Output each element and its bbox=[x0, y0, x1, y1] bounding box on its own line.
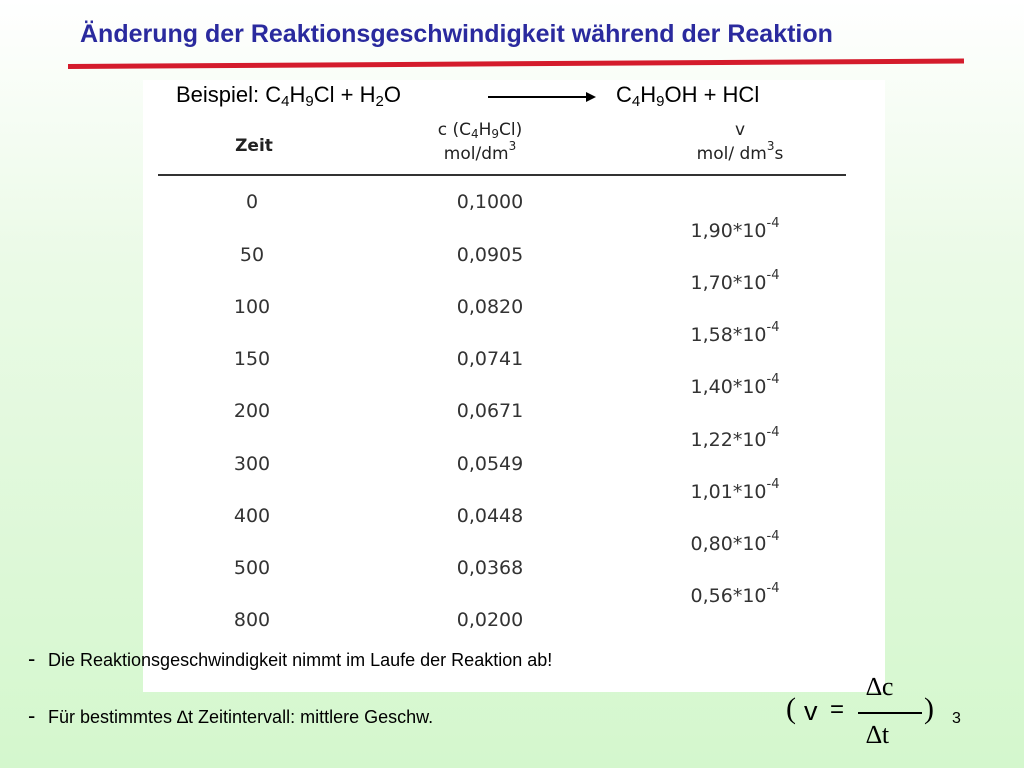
cell-zeit: 300 bbox=[233, 453, 271, 475]
column-header-concentration-label bbox=[400, 118, 560, 142]
reaction-equation bbox=[176, 78, 816, 114]
rate-exponent: -4 bbox=[766, 320, 780, 335]
header-sup: 3 bbox=[508, 139, 517, 153]
cell-rate bbox=[660, 529, 810, 556]
formula-close-paren: ) bbox=[924, 692, 934, 725]
rate-exponent: -4 bbox=[766, 268, 780, 283]
table-header-rule bbox=[158, 174, 846, 176]
rate-exponent: -4 bbox=[766, 216, 780, 231]
reaction-text: O bbox=[383, 82, 401, 107]
reaction-reactants bbox=[176, 82, 401, 108]
header-text: s bbox=[774, 144, 784, 164]
column-header-rate bbox=[660, 118, 820, 166]
reaction-text: OH + HCl bbox=[664, 82, 760, 107]
cell-concentration: 0,0200 bbox=[456, 609, 524, 631]
cell-rate bbox=[660, 477, 810, 504]
bullet-text: Die Reaktionsgeschwindigkeit nimmt im Laufe der Reaktion ab! bbox=[48, 650, 553, 670]
cell-zeit: 0 bbox=[245, 191, 259, 213]
cell-concentration: 0,0549 bbox=[456, 453, 524, 475]
cell-rate bbox=[660, 372, 810, 399]
reaction-text: Cl + H bbox=[313, 82, 376, 107]
rate-base: 1,70*10 bbox=[690, 272, 767, 294]
cell-concentration: 0,0905 bbox=[456, 244, 524, 266]
formula-v: v bbox=[804, 696, 818, 726]
header-text: H bbox=[478, 120, 492, 140]
header-text: mol/dm bbox=[443, 144, 509, 164]
cell-concentration: 0,0448 bbox=[456, 505, 524, 527]
cell-concentration: 0,1000 bbox=[456, 191, 524, 213]
reaction-sub: 4 bbox=[631, 93, 641, 110]
rate-base: 1,58*10 bbox=[690, 324, 767, 346]
cell-concentration: 0,0820 bbox=[456, 296, 524, 318]
rate-base: 0,80*10 bbox=[690, 533, 767, 555]
rate-exponent: -4 bbox=[766, 477, 780, 492]
reaction-text: H bbox=[289, 82, 306, 107]
bullet-dash: - bbox=[28, 646, 36, 671]
formula-fraction-bar bbox=[858, 712, 922, 714]
cell-zeit: 150 bbox=[233, 348, 271, 370]
column-header-concentration bbox=[400, 118, 560, 166]
reaction-sub: 4 bbox=[281, 93, 290, 110]
slide-title: Änderung der Reaktionsgeschwindigkeit während der Reaktion bbox=[80, 20, 833, 48]
rate-exponent: -4 bbox=[766, 581, 780, 596]
cell-concentration: 0,0368 bbox=[456, 557, 524, 579]
cell-zeit: 200 bbox=[233, 400, 271, 422]
header-sub: 9 bbox=[491, 127, 500, 141]
reaction-products bbox=[616, 82, 759, 108]
reaction-sub: 2 bbox=[375, 93, 384, 110]
rate-exponent: -4 bbox=[766, 529, 780, 544]
bullet-text: Für bestimmtes ∆t Zeitintervall: mittlere Geschw. bbox=[48, 707, 434, 727]
cell-rate bbox=[660, 581, 810, 608]
rate-exponent: -4 bbox=[766, 372, 780, 387]
header-text: mol/ dm bbox=[696, 144, 767, 164]
reaction-prefix: Beispiel: C bbox=[176, 82, 282, 107]
header-text: Cl) bbox=[499, 120, 523, 140]
cell-rate bbox=[660, 320, 810, 347]
header-sub: 4 bbox=[470, 127, 479, 141]
reaction-text: H bbox=[640, 82, 657, 107]
header-text: c (C bbox=[437, 120, 471, 140]
bullet-item bbox=[28, 703, 433, 729]
column-header-rate-unit bbox=[660, 139, 820, 166]
cell-zeit: 100 bbox=[233, 296, 271, 318]
title-underline bbox=[68, 59, 964, 69]
formula-denominator: ∆t bbox=[866, 720, 890, 749]
formula-equals: = bbox=[830, 696, 845, 723]
formula-numerator: ∆c bbox=[866, 672, 894, 701]
reaction-arrow-icon bbox=[488, 96, 594, 98]
bullet-item bbox=[28, 646, 552, 672]
column-header-rate-label: v bbox=[734, 120, 746, 140]
page-number: 3 bbox=[952, 710, 961, 727]
cell-rate bbox=[660, 216, 810, 243]
cell-rate bbox=[660, 425, 810, 452]
column-header-concentration-unit bbox=[400, 139, 560, 166]
rate-exponent: -4 bbox=[766, 425, 780, 440]
cell-concentration: 0,0671 bbox=[456, 400, 524, 422]
cell-zeit: 400 bbox=[233, 505, 271, 527]
bullet-dash: - bbox=[28, 703, 36, 728]
reaction-sub: 9 bbox=[656, 93, 665, 110]
reaction-text: C bbox=[616, 82, 632, 107]
cell-concentration: 0,0741 bbox=[456, 348, 524, 370]
cell-zeit: 500 bbox=[233, 557, 271, 579]
formula-open-paren: ( bbox=[786, 692, 796, 725]
rate-formula bbox=[786, 672, 946, 762]
reaction-sub: 9 bbox=[305, 93, 314, 110]
cell-zeit: 800 bbox=[233, 609, 271, 631]
rate-base: 1,90*10 bbox=[690, 220, 767, 242]
cell-rate bbox=[660, 268, 810, 295]
rate-base: 1,22*10 bbox=[690, 429, 767, 451]
rate-base: 0,56*10 bbox=[690, 585, 767, 607]
column-header-zeit: Zeit bbox=[235, 136, 273, 156]
rate-base: 1,01*10 bbox=[690, 481, 767, 503]
header-sup: 3 bbox=[766, 139, 775, 153]
rate-base: 1,40*10 bbox=[690, 376, 767, 398]
cell-zeit: 50 bbox=[239, 244, 265, 266]
